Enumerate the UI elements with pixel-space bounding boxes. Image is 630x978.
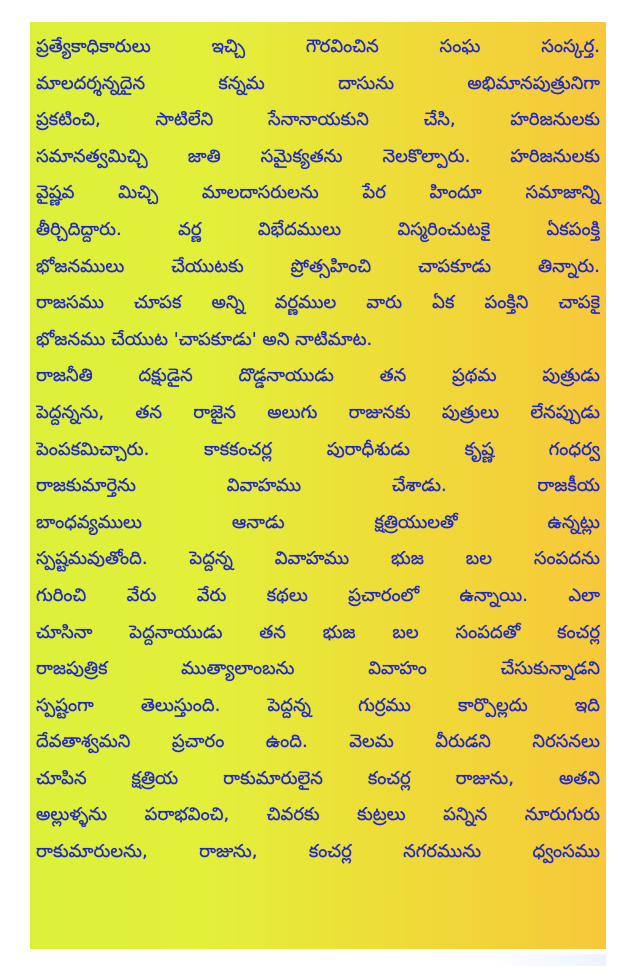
text-line: స్పష్టంగా తెలుస్తుంది. పెద్దన్న గుర్రము కార్పొల్లదు ఇది	[36, 694, 600, 716]
text-line: పెంపకమిచ్చారు. కాకకంచర్ల పురాధీశుడు కృష్ణ గంధర్వ	[36, 438, 600, 460]
text-line: దేవతాశ్వమని ప్రచారం ఉంది. వెలమ వీరుడని నిరసనలు	[36, 731, 600, 753]
text-line: వైష్ణవ మిచ్చి మాలదాసరులను పేర హిందూ సమాజాన్ని	[36, 182, 600, 204]
text-line: రాకుమారులను, రాజును, కంచర్ల నగరమును ధ్వంసము	[36, 841, 600, 863]
text-line: అల్లుళ్ళను పరాభవించి, చివరకు కుట్రలు పన్నిన నూరుగురు	[36, 804, 600, 826]
text-line: రాజపుత్రిక ముత్యాలాంబను వివాహం చేసుకున్నాడని	[36, 658, 600, 680]
text-line: భోజనము చేయుట 'చాపకూడు' అని నాటిమాట.	[36, 328, 373, 350]
scanned-text-page	[30, 22, 606, 949]
text-line: గురించి వేరు వేరు కథలు ప్రచారంలో ఉన్నాయి. ఎలా	[36, 584, 600, 606]
text-line: భోజనములు చేయుటకు ప్రోత్సహించి చాపకూడు తిన్నారు.	[36, 255, 600, 277]
text-line: మాలదర్శన్నదైన కన్నమ దాసును అభిమానపుత్రునిగా	[36, 72, 600, 94]
text-line: పెద్దన్నను, తన రాజైన అలుగు రాజునకు పుత్రులు లేనప్పుడు	[36, 401, 600, 423]
text-line: సమానత్వమిచ్చి జాతి సమైక్యతను నెలకొల్పారు. హరిజనులకు	[36, 145, 600, 167]
text-line: బాంధవ్యములు ఆనాడు క్షత్రియులతో ఉన్నట్లు	[36, 511, 600, 533]
text-line: రాజనీతి దక్షుడైన దొడ్డనాయుడు తన ప్రథమ పుత్రుడు	[36, 365, 600, 387]
text-line: ప్రత్యేకాధికారులు ఇచ్చి గౌరవించిన సంఘ సంస్కర్త.	[36, 36, 600, 57]
text-line: చూసినా పెద్దనాయుడు తన భుజ బల సంపదతో కంచర్ల	[36, 621, 600, 643]
text-line: చూపిన క్షత్రియ రాకుమారులైన కంచర్ల రాజును, అతని	[36, 767, 600, 789]
scan-edge-strip	[492, 954, 606, 966]
text-line: స్పష్టమవుతోంది. పెద్దన్న వివాహము భుజ బల సంపదను	[36, 548, 600, 570]
text-line: ప్రకటించి, సాటిలేని సేనానాయకుని చేసి, హరిజనులకు	[36, 109, 600, 131]
text-line: తీర్చిదిద్దారు. వర్ణ విభేదములు విస్మరించుటకై ఏకపంక్తి	[36, 218, 600, 240]
text-line: రాజకుమార్తెను వివాహము చేశాడు. రాజకీయ	[36, 475, 600, 497]
text-line: రాజసము చూపక అన్ని వర్ణముల వారు ఏక పంక్తిని చాపకై	[36, 292, 600, 314]
